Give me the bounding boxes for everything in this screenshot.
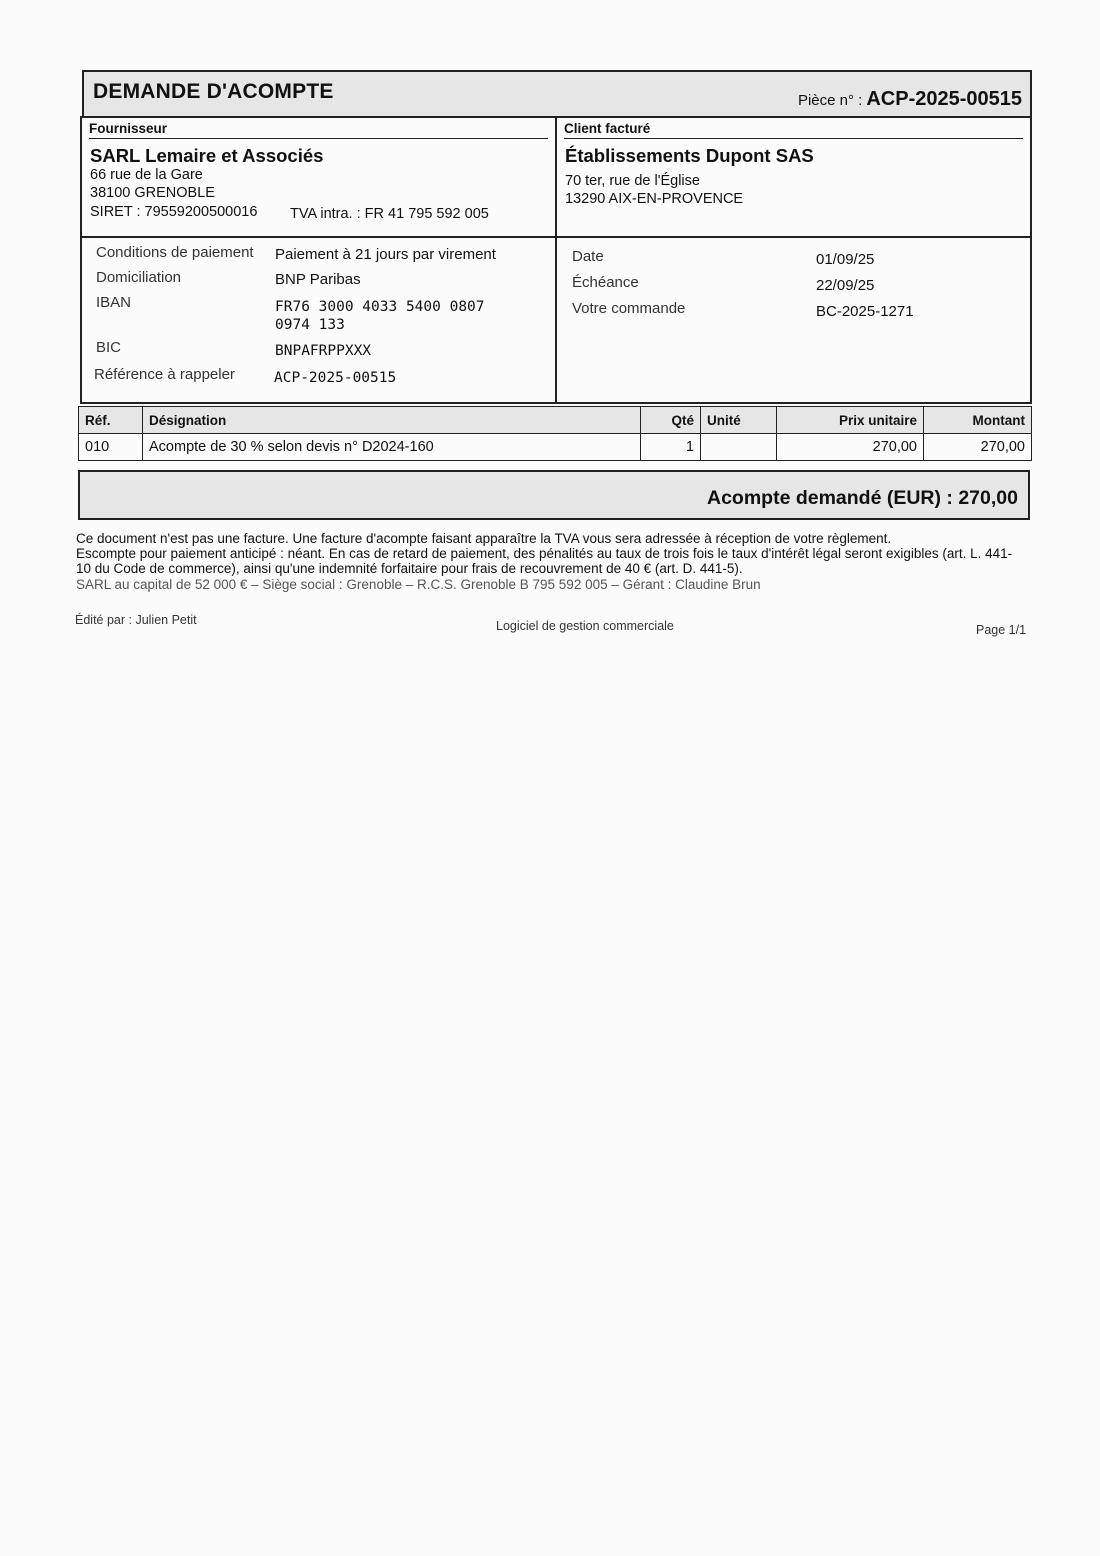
col-header-amount: Montant xyxy=(924,407,1032,434)
order-value: BC-2025-1271 xyxy=(816,303,914,320)
date-label: Date xyxy=(572,248,604,265)
client-address-line1: 70 ter, rue de l'Église xyxy=(565,173,700,189)
col-header-designation: Désignation xyxy=(143,407,641,434)
total-amount: Acompte demandé (EUR) : 270,00 xyxy=(706,487,1018,509)
order-label: Votre commande xyxy=(572,300,686,317)
row-unit xyxy=(701,434,777,461)
conditions-label: Conditions de paiement xyxy=(96,244,254,261)
client-name: Établissements Dupont SAS xyxy=(565,145,814,166)
row-ref: 010 xyxy=(79,434,143,461)
table-row xyxy=(79,434,1032,461)
bic-value: BNPAFRPPXXX xyxy=(275,343,372,359)
total-block xyxy=(78,470,1030,520)
row-designation: Acompte de 30 % selon devis n° D2024-160 xyxy=(143,434,641,461)
edited-by: Édité par : Julien Petit xyxy=(75,613,197,627)
software-name: Logiciel de gestion commerciale xyxy=(496,619,674,633)
page-number: Page 1/1 xyxy=(976,623,1027,637)
document-header xyxy=(82,70,1032,118)
due-date-value: 22/09/25 xyxy=(816,277,875,294)
col-header-unit: Unité xyxy=(701,407,777,434)
payment-details xyxy=(82,238,557,402)
date-value: 01/09/25 xyxy=(816,251,875,268)
supplier-tva: TVA intra. : FR 41 795 592 005 xyxy=(290,206,489,222)
line-items-table xyxy=(78,406,1032,461)
note-company-legal: SARL au capital de 52 000 € – Siège social : Grenoble – R.C.S. Grenoble B 795 592 005 – Gérant : Claudine Brun xyxy=(76,577,761,592)
col-header-unit-price: Prix unitaire xyxy=(777,407,924,434)
piece-label: Pièce n° : xyxy=(797,92,863,109)
row-unit-price: 270,00 xyxy=(777,434,924,461)
client-block xyxy=(557,118,1030,236)
bic-label: BIC xyxy=(96,339,122,356)
supplier-address-line2: 38100 GRENOBLE xyxy=(90,185,215,201)
dates-details xyxy=(557,238,1030,402)
piece-number-block xyxy=(798,88,1022,111)
client-address-line2: 13290 AIX-EN-PROVENCE xyxy=(565,191,744,207)
client-heading: Client facturé xyxy=(564,121,1023,139)
table-header-row xyxy=(79,407,1032,434)
reference-label: Référence à rappeler xyxy=(94,366,235,383)
row-amount: 270,00 xyxy=(924,434,1032,461)
piece-number: ACP-2025-00515 xyxy=(866,88,1022,110)
row-qty: 1 xyxy=(641,434,701,461)
supplier-heading: Fournisseur xyxy=(89,121,548,139)
supplier-block xyxy=(82,118,557,236)
iban-label: IBAN xyxy=(96,294,132,311)
supplier-name: SARL Lemaire et Associés xyxy=(90,145,324,166)
domiciliation-label: Domiciliation xyxy=(96,269,182,286)
note-not-invoice: Ce document n'est pas une facture. Une facture d'acompte faisant apparaître la TVA vous sera adressée à réception de votre règlement. xyxy=(76,531,892,546)
reference-value: ACP-2025-00515 xyxy=(274,370,397,386)
col-header-ref: Réf. xyxy=(79,407,143,434)
iban-value: FR76 3000 4033 5400 0807 0974 133 xyxy=(275,299,485,333)
document-title: DEMANDE D'ACOMPTE xyxy=(93,80,334,103)
supplier-address-line1: 66 rue de la Gare xyxy=(90,167,203,183)
supplier-siret: SIRET : 79559200500016 xyxy=(90,204,258,220)
parties-block xyxy=(80,116,1032,238)
payment-info-block xyxy=(80,236,1032,404)
due-date-label: Échéance xyxy=(572,274,639,291)
domiciliation-value: BNP Paribas xyxy=(275,271,361,288)
col-header-qty: Qté xyxy=(641,407,701,434)
note-late-payment: Escompte pour paiement anticipé : néant. En cas de retard de paiement, des pénalités au taux de trois fois le taux d'intérêt légal seront exigibles (art. L. 441-10 du Code de commerce), ainsi qu'une indemnité forfaitaire pour frais de recouvrement de 40 € (art. D. 441-5). xyxy=(76,546,1013,576)
conditions-value: Paiement à 21 jours par virement xyxy=(275,246,496,263)
